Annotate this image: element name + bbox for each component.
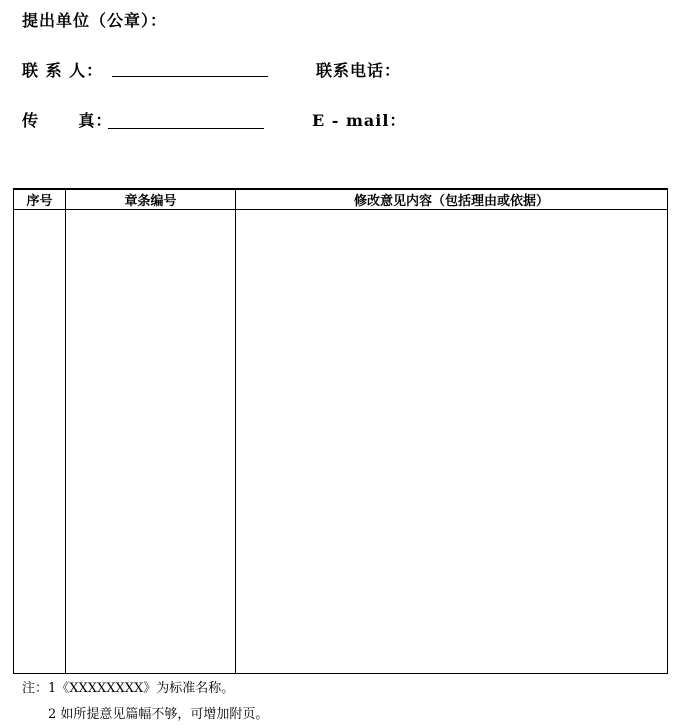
fax-field[interactable] xyxy=(108,110,264,129)
serial-cell[interactable] xyxy=(14,210,66,674)
table-header-row xyxy=(14,189,668,210)
contact-phone-label: 联系电话： xyxy=(316,61,402,80)
contact-person-field[interactable] xyxy=(112,58,268,77)
content-cell[interactable] xyxy=(236,210,668,674)
contact-person-label: 联 系 人： xyxy=(22,61,104,80)
table-row xyxy=(14,210,668,674)
comment-table xyxy=(13,188,668,674)
column-header-clause: 章条编号 xyxy=(66,189,236,210)
note-line-2: 2 如所提意见篇幅不够，可增加附页。 xyxy=(48,707,269,722)
fax-label: 传 真： xyxy=(22,111,113,130)
clause-cell[interactable] xyxy=(66,210,236,674)
column-header-serial: 序号 xyxy=(14,189,66,210)
email-label: E - mail： xyxy=(312,111,407,130)
submitting-unit-label: 提出单位（公章）： xyxy=(22,11,168,30)
column-header-content: 修改意见内容（包括理由或依据） xyxy=(236,189,668,210)
note-line-1: 注：1《XXXXXXXX》为标准名称。 xyxy=(22,681,235,696)
